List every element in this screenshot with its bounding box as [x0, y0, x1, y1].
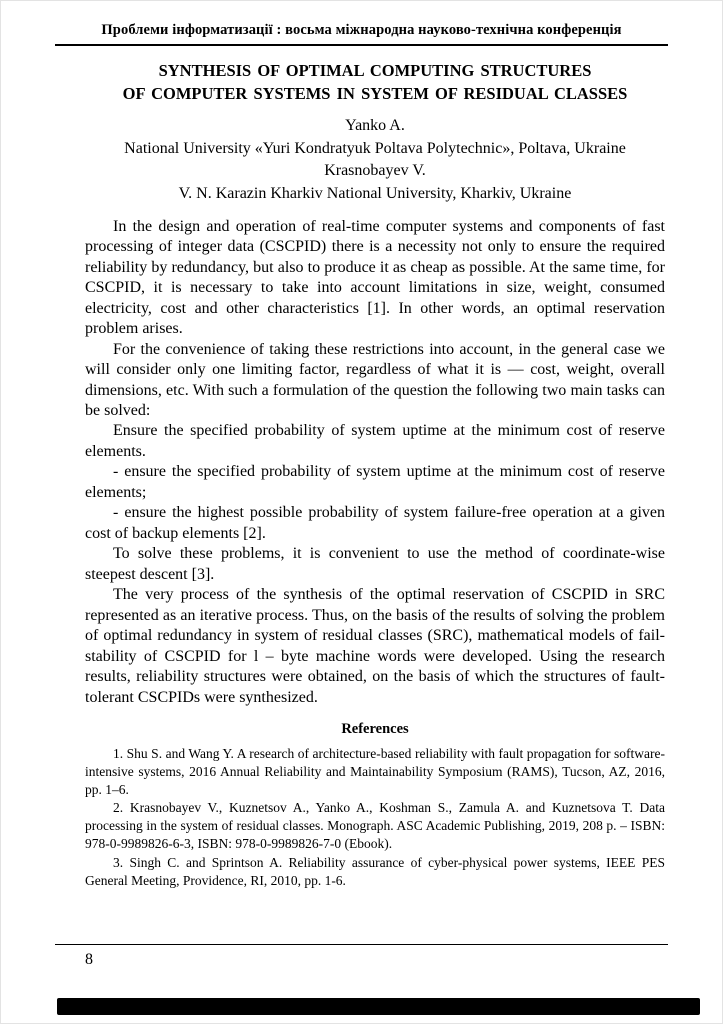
reference-item: 3. Singh C. and Sprintson A. Reliability assurance of cyber-physical power systems, IEEE PES General Meeting, Providence, RI, 2010, pp. 1-6. — [85, 854, 665, 888]
header-rule — [55, 44, 668, 46]
body-paragraph: - ensure the specified probability of system uptime at the minimum cost of reserve elements; — [85, 463, 665, 501]
reference-item: 1. Shu S. and Wang Y. A research of architecture-based reliability with fault propagation for software-intensive systems, 2016 Annual Reliability and Maintainability Symposium (RAMS), Tucson, AZ, 2016, pp. 1–6. — [85, 746, 665, 798]
body-paragraph: - ensure the highest possible probability of system failure-free operation at a given cost of backup elements [2]. — [85, 504, 665, 542]
footer-rule — [55, 944, 668, 945]
body-paragraph: To solve these problems, it is convenient to use the method of coordinate-wise steepest descent [3]. — [85, 545, 665, 583]
body-paragraph: The very process of the synthesis of the optimal reservation of CSCPID in SRC represented as an iterative process. Thus, on the basis of the results of solving the problem of optimal redundancy in system of residual classes (SRC), mathematical models of fail-stability of CSCPID for l – byte machine words were developed. Using the research results, reliability structures were obtained, on the basis of which the structures of fault-tolerant CSCPIDs were synthesized. — [85, 586, 665, 706]
paper-title-line-1: SYNTHESIS OF OPTIMAL COMPUTING STRUCTURES — [158, 61, 592, 81]
page-header — [0, 0, 723, 46]
running-head: Проблеми інформатизації : восьма міжнародна науково-технічна конференція — [101, 22, 622, 38]
abstract-body — [85, 217, 665, 708]
paper-title — [85, 60, 665, 106]
page-number: 8 — [85, 951, 93, 968]
authors-block — [85, 115, 665, 206]
body-paragraph: For the convenience of taking these restrictions into account, in the general case we will consider only one limiting factor, regardless of what it is — cost, weight, overall dimensions, etc. With such a formulation of the question the following two main tasks can be solved: — [85, 340, 665, 420]
references-heading: References — [341, 721, 409, 738]
reference-item: 2. Krasnobayev V., Kuznetsov A., Yanko A., Koshman S., Zamula A. and Kuznetsova T. Data processing in the system of residual classes. Monograph. ASC Academic Publishing, 2019, 208 p. – ISBN: 978-0-9989826-6-3, ISBN: 978-0-9989826-7-0 (Ebook). — [85, 800, 665, 852]
body-paragraph: In the design and operation of real-time computer systems and components of fast processing of integer data (CSCPID) there is a necessity not only to ensure the required reliability by redundancy, but also to produce it as cheap as possible. At the same time, for CSCPID, it is necessary to take into account limitations in size, weight, consumed electricity, cost and other characteristics [1]. In other words, an optimal reservation problem arises. — [85, 217, 665, 338]
body-paragraph: Ensure the specified probability of system uptime at the minimum cost of reserve elements. — [85, 422, 665, 460]
author-name-2: Krasnobayev V. — [324, 162, 426, 180]
scan-artifact-bar — [57, 998, 700, 1015]
author-name-1: Yanko A. — [345, 116, 405, 134]
page-content — [0, 60, 723, 889]
references-list — [85, 745, 665, 890]
author-affiliation-2: V. N. Karazin Kharkiv National University, Kharkiv, Ukraine — [178, 185, 572, 203]
paper-title-line-2: OF COMPUTER SYSTEMS IN SYSTEM OF RESIDUAL CLASSES — [122, 84, 628, 104]
author-affiliation-1: National University «Yuri Kondratyuk Poltava Polytechnic», Poltava, Ukraine — [124, 139, 626, 157]
